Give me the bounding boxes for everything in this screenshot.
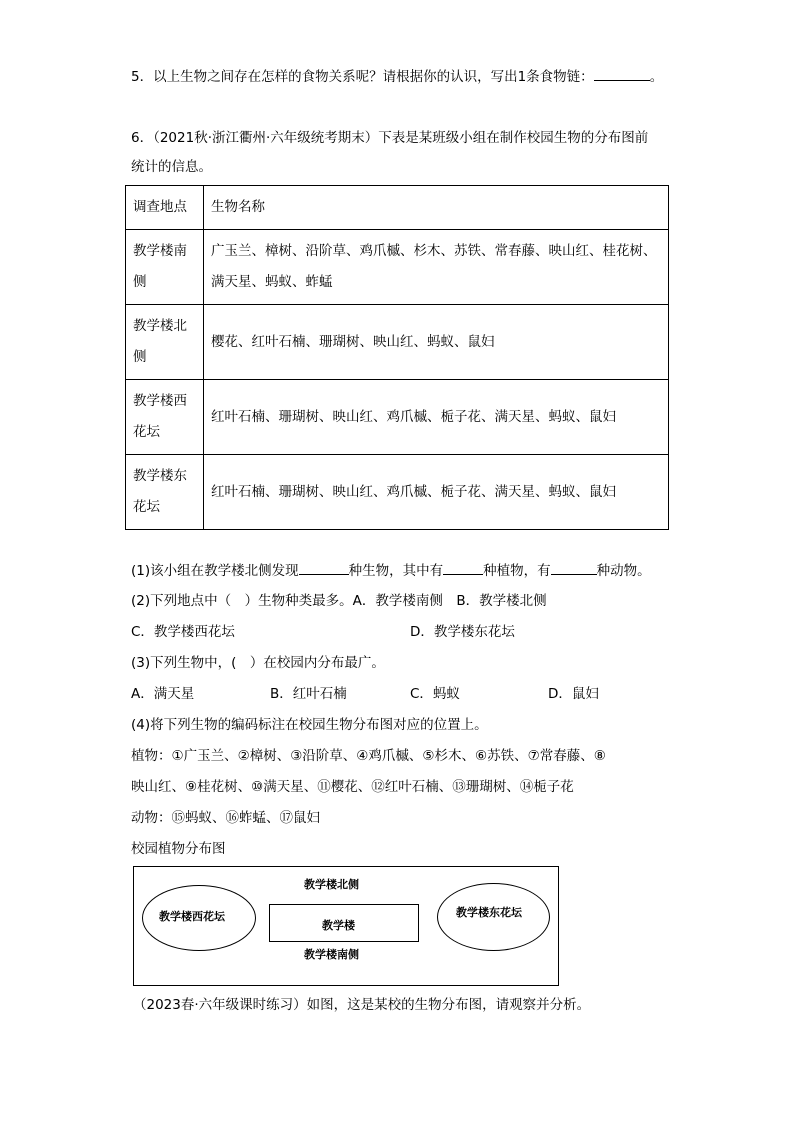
next-question-intro: （2023春·六年级课时练习）如图，这是某校的生物分布图，请观察并分析。: [133, 997, 591, 1013]
option-c: C．教学楼西花坛: [131, 624, 235, 640]
answer-blank[interactable]: [551, 560, 597, 575]
question-5-end: 。: [649, 69, 664, 85]
table-cell-names: 樱花、红叶石楠、珊瑚树、映山红、蚂蚁、鼠妇: [204, 305, 669, 380]
header-names: 生物名称: [204, 186, 669, 230]
map-south-label: 教学楼南侧: [304, 948, 359, 961]
question-6-line2: 统计的信息。: [131, 159, 212, 175]
map-east-label: 教学楼东花坛: [456, 906, 522, 919]
table-row: [126, 455, 669, 530]
subquestion-3: (3)下列生物中，( ）在校园内分布最广。: [131, 655, 385, 671]
question-5: [131, 66, 663, 87]
table-row: [126, 305, 669, 380]
table-cell-place: 教学楼南 侧: [126, 230, 204, 305]
table-cell-place: 教学楼东 花坛: [126, 455, 204, 530]
question-5-text: 5．以上生物之间存在怎样的食物关系呢？请根据你的认识，写出1条食物链：: [131, 69, 594, 85]
subquestion-2: (2)下列地点中（ ）生物种类最多。A．教学楼南侧 B．教学楼北侧: [131, 593, 547, 609]
east-flowerbed[interactable]: [437, 883, 550, 951]
table-row: [126, 380, 669, 455]
table-cell-place: 教学楼西 花坛: [126, 380, 204, 455]
question-6-line1: 6．（2021秋·浙江衢州·六年级统考期末）下表是某班级小组在制作校园生物的分布图前: [131, 130, 649, 146]
table-cell-place: 教学楼北 侧: [126, 305, 204, 380]
teaching-building[interactable]: [269, 904, 419, 942]
table-row: [126, 230, 669, 305]
option-c: C．蚂蚁: [410, 686, 460, 702]
campus-map: [133, 866, 559, 986]
map-building-label: 教学楼: [322, 919, 355, 932]
animals-list: 动物：⑮蚂蚁、⑯蚱蜢、⑰鼠妇: [131, 810, 320, 826]
table-cell-names: 广玉兰、樟树、沿阶草、鸡爪槭、杉木、苏铁、常春藤、映山红、桂花树、 满天星、蚂蚁、蚱蜢: [204, 230, 669, 305]
subquestion-4: (4)将下列生物的编码标注在校园生物分布图对应的位置上。: [131, 717, 488, 733]
option-a: A．满天星: [131, 686, 195, 702]
map-title: 校园植物分布图: [131, 841, 226, 857]
plants-list-1: 植物：①广玉兰、②樟树、③沿阶草、④鸡爪槭、⑤杉木、⑥苏铁、⑦常春藤、⑧: [131, 748, 606, 764]
answer-blank[interactable]: [594, 66, 650, 81]
table-cell-names: 红叶石楠、珊瑚树、映山红、鸡爪槭、栀子花、满天星、蚂蚁、鼠妇: [204, 380, 669, 455]
map-north-label: 教学楼北侧: [304, 878, 359, 891]
table-cell-names: 红叶石楠、珊瑚树、映山红、鸡爪槭、栀子花、满天星、蚂蚁、鼠妇: [204, 455, 669, 530]
survey-table: [125, 185, 669, 530]
subquestion-1: (1)该小组在教学楼北侧发现 种生物，其中有 种植物，有 种动物。: [131, 560, 651, 581]
table-header-row: [126, 186, 669, 230]
answer-blank[interactable]: [299, 560, 349, 575]
option-b: B．红叶石楠: [270, 686, 347, 702]
map-west-label: 教学楼西花坛: [159, 910, 225, 923]
west-flowerbed[interactable]: [142, 885, 256, 951]
option-d: D．教学楼东花坛: [410, 624, 515, 640]
option-d: D．鼠妇: [548, 686, 599, 702]
plants-list-2: 映山红、⑨桂花树、⑩满天星、⑪樱花、⑫红叶石楠、⑬珊瑚树、⑭栀子花: [131, 779, 574, 795]
answer-blank[interactable]: [443, 560, 483, 575]
header-place: 调查地点: [126, 186, 204, 230]
